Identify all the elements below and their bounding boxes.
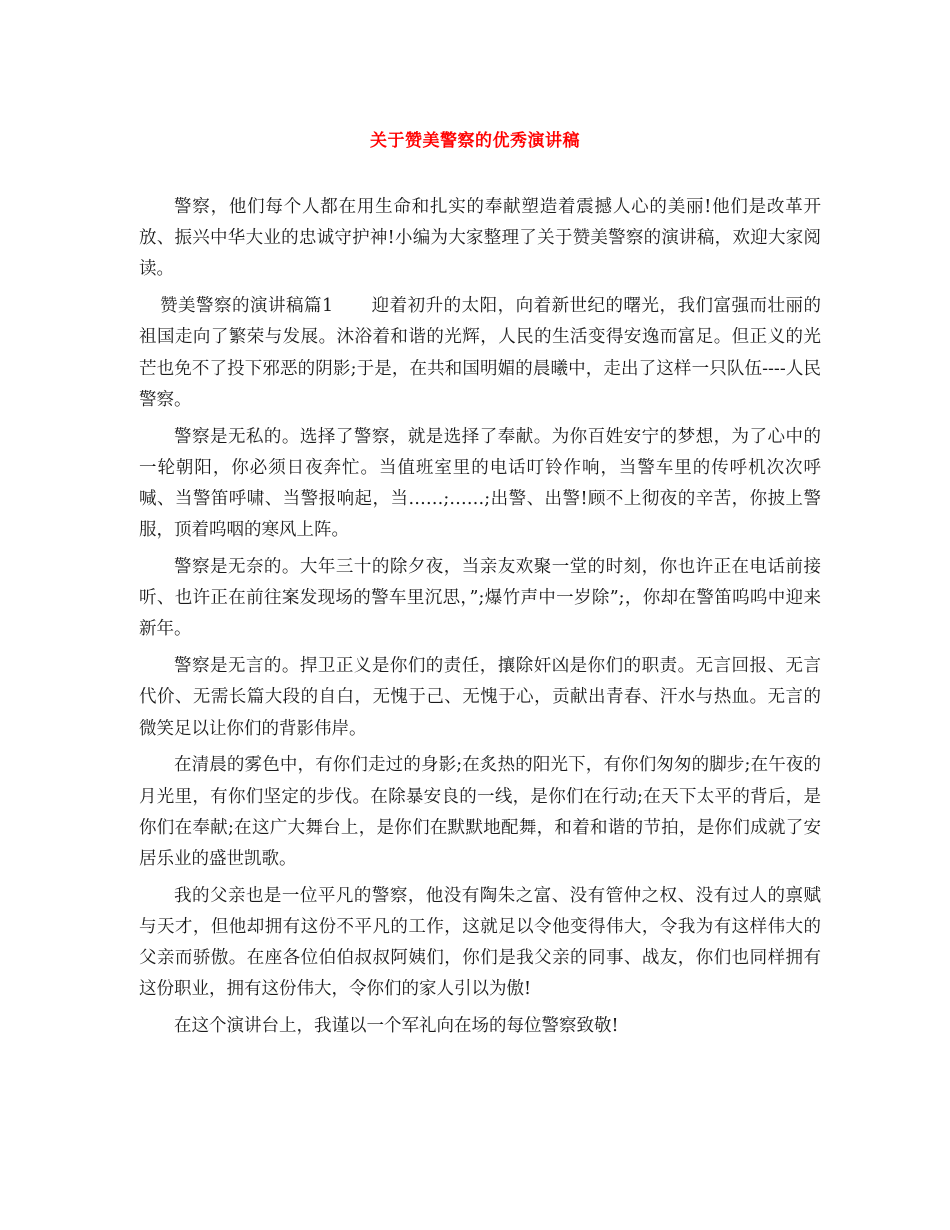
body-paragraph-6: 在这个演讲台上，我谨以一个军礼向在场的每位警察致敬! xyxy=(174,1016,619,1037)
body-paragraph-5: 我的父亲也是一位平凡的警察，他没有陶朱之富、没有管仲之权、没有过人的禀赋与天才，但他却拥有这份不平凡的工作，这就足以令他变得伟大，令我为有这样伟大的父亲而骄傲。在座各位伯伯叔叔阿姨们，你们是我父亲的同事、战友，你们也同样拥有这份职业，拥有这份伟大，令你们的家人引以为傲! xyxy=(139,885,821,1000)
section-paragraph xyxy=(139,291,821,416)
section-label: 赞美警察的演讲稿篇1 xyxy=(160,296,334,317)
body-paragraph-1: 警察是无私的。选择了警察，就是选择了奉献。为你百姓安宁的梦想，为了心中的一轮朝阳，你必须日夜奔忙。当值班室里的电话叮铃作响，当警车里的传呼机次次呼喊、当警笛呼啸、当警报响起，当……;……;出警、出警!顾不上彻夜的辛苦，你披上警服，顶着呜咽的寒风上阵。 xyxy=(139,426,821,541)
body-paragraph-4: 在清晨的雾色中，有你们走过的身影;在炙热的阳光下，有你们匆匆的脚步;在午夜的月光里，有你们坚定的步伐。在除暴安良的一线，是你们在行动;在天下太平的背后，是你们在奉献;在这广大舞台上，是你们在默默地配舞，和着和谐的节拍，是你们成就了安居乐业的盛世凯歌。 xyxy=(139,755,821,870)
body-paragraph-3: 警察是无言的。捍卫正义是你们的责任，攘除奸凶是你们的职责。无言回报、无言代价、无需长篇大段的自白，无愧于己、无愧于心，贡献出青春、汗水与热血。无言的微笑足以让你们的背影伟岸。 xyxy=(139,656,821,739)
intro-paragraph: 警察，他们每个人都在用生命和扎实的奉献塑造着震撼人心的美丽!他们是改革开放、振兴中华大业的忠诚守护神!小编为大家整理了关于赞美警察的演讲稿，欢迎大家阅读。 xyxy=(139,197,821,280)
section-first-text: 迎着初升的太阳，向着新世纪的曙光，我们富强而壮丽的祖国走向了繁荣与发展。沐浴着和谐的光辉，人民的生活变得安逸而富足。但正义的光芒也免不了投下邪恶的阴影;于是，在共和国明媚的晨曦中，走出了这样一只队伍----人民警察。 xyxy=(139,296,822,410)
body-paragraph-2: 警察是无奈的。大年三十的除夕夜，当亲友欢聚一堂的时刻，你也许正在电话前接听、也许正在前往案发现场的警车里沉思，”;爆竹声中一岁除”;，你却在警笛呜呜中迎来新年。 xyxy=(139,557,821,640)
document-title: 关于赞美警察的优秀演讲稿 xyxy=(370,131,580,151)
document-body xyxy=(139,192,821,1048)
